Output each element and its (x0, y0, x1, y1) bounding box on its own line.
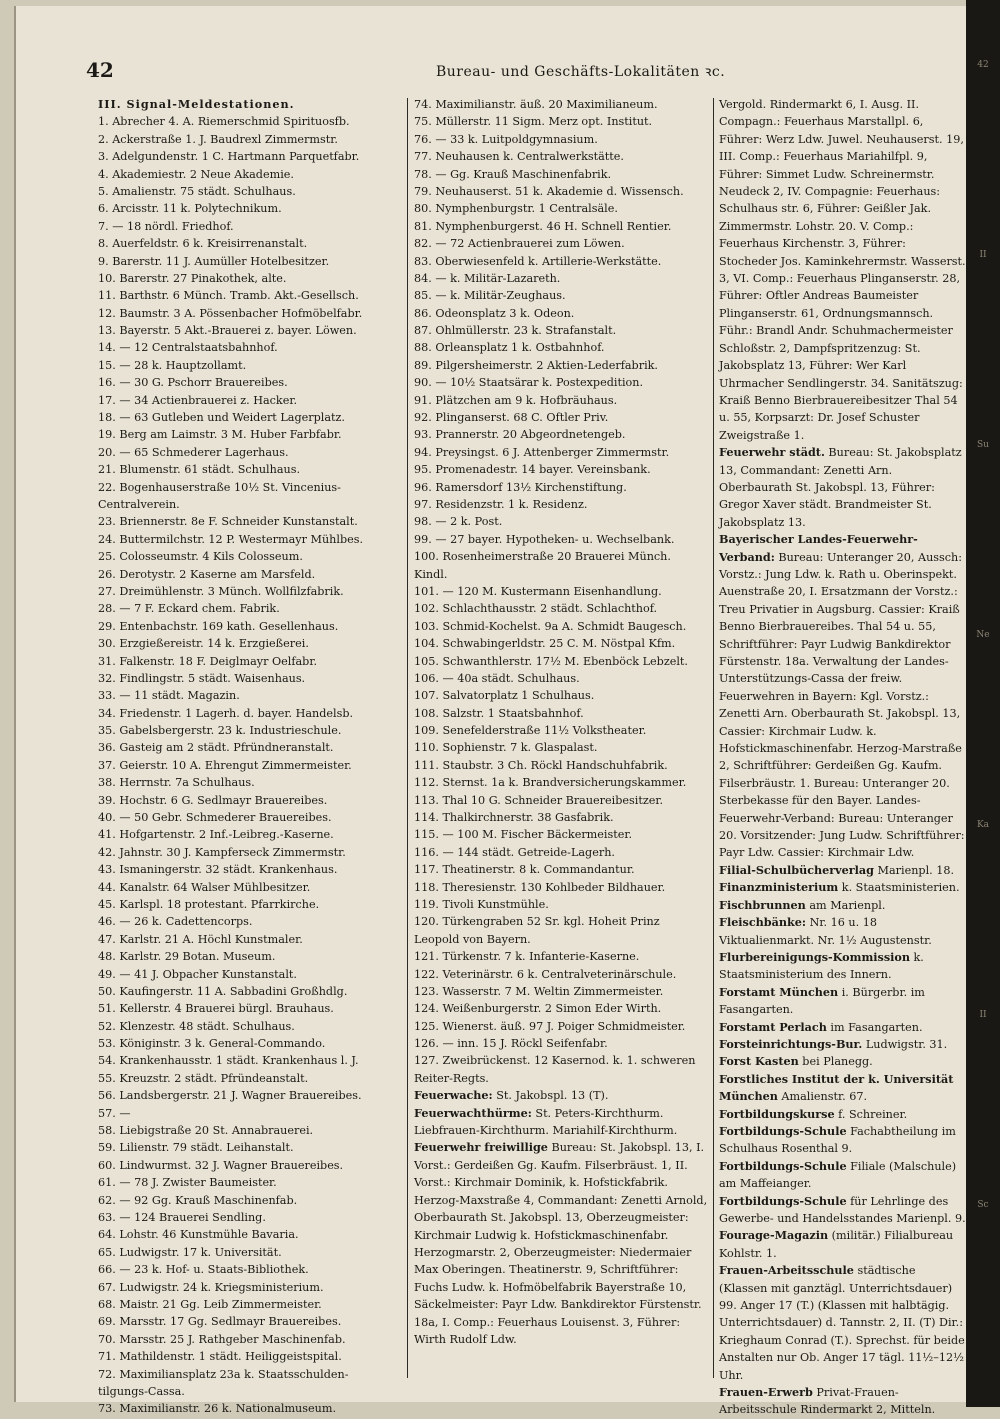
entry-text: Bureau: St. Jakobspl. 13, I. Vorst.: Gerdeißen Gg. Kaufm. Filserbräust. 1, II. Vorst.: Kirchmair Dominik, k. Hofstickfabrik. Herzog-Maxstraße 4, Commandant: Zenetti Arnold, Oberbaurath St. Jakobspl. 13, Oberzeugmeister: Kirchmair Ludwig k. Hofstickmaschinenfabr. Herzogmarstr. 2, Oberzeugmeister: Niedermaier Max Oberingen. Theatinerstr. 9, Schriftführer: Fuchs Ludw. k. Hofmöbelfabrik Bayerstraße 10, Säckelmeister: Payr Ldw. Bankdirektor Fürstenstr. 18a, I. Comp.: Feuerhaus Louisenst. 3, Führer: Wirth Rudolf Ldw. (414, 1141, 708, 1346)
entry-keyword: Filial-Schulbücherverlag (719, 862, 874, 877)
directory-entry (719, 879, 967, 896)
spine-fragment: II (979, 1010, 987, 1020)
entry-text: k. Staatsministerien. (838, 881, 960, 895)
directory-entry (719, 862, 967, 879)
list-item: 42. Jahnstr. 30 J. Kampferseck Zimmermstr. (98, 845, 346, 859)
entry-text: am Marienpl. (805, 898, 886, 912)
list-item: 113. Thal 10 G. Schneider Brauereibesitzer. (414, 793, 664, 807)
list-item: 114. Thalkirchnerstr. 38 Gasfabrik. (414, 811, 614, 825)
list-item: 109. Senefelderstraße 11½ Volkstheater. (414, 724, 647, 738)
list-item: 48. Karlstr. 29 Botan. Museum. (98, 950, 276, 964)
directory-entry (719, 897, 967, 914)
list-item: 115. — 100 M. Fischer Bäckermeister. (414, 828, 633, 842)
entry-keyword: Fourage-Magazin (719, 1228, 829, 1243)
list-item: 71. Mathildenstr. 1 städt. Heiliggeistspital. (98, 1350, 342, 1364)
list-item: 7. — 18 nördl. Friedhof. (98, 219, 234, 233)
list-item: 79. Neuhauserst. 51 k. Akademie d. Wissensch. (414, 184, 684, 198)
list-item: 43. Ismaningerstr. 32 städt. Krankenhaus. (98, 863, 338, 877)
list-item: 18. — 63 Gutleben und Weidert Lagerplatz. (98, 411, 345, 425)
list-item: 98. — 2 k. Post. (414, 515, 503, 529)
directory-entry (719, 1053, 967, 1070)
entry-keyword: Feuerwehr freiwillige (414, 1140, 548, 1155)
list-item: 39. Hochstr. 6 G. Sedlmayr Brauereibes. (98, 793, 328, 807)
list-item: 47. Karlstr. 21 A. Höchl Kunstmaler. (98, 932, 303, 946)
list-item: 99. — 27 bayer. Hypotheken- u. Wechselbank. (414, 532, 675, 546)
list-item: 16. — 30 G. Pschorr Brauereibes. (98, 376, 288, 390)
section-heading: III. Signal-Meldestationen. (98, 97, 295, 111)
list-item: 119. Tivoli Kunstmühle. (414, 897, 549, 911)
list-item: 58. Liebigstraße 20 St. Annabrauerei. (98, 1124, 314, 1138)
list-item: 13. Bayerstr. 5 Akt.-Brauerei z. bayer. Löwen. (98, 324, 357, 338)
list-item: 49. — 41 J. Obpacher Kunstanstalt. (98, 967, 297, 981)
entry-text: bei Planegg. (798, 1055, 873, 1069)
list-item: 123. Wasserstr. 7 M. Weltin Zimmermeister. (414, 984, 664, 998)
list-item: 111. Staubstr. 3 Ch. Röckl Handschuhfabrik. (414, 758, 668, 772)
book-spine (966, 0, 1000, 1407)
list-item: 44. Kanalstr. 64 Walser Mühlbesitzer. (98, 880, 311, 894)
entry-keyword: Feuerwehr städt. (719, 445, 825, 460)
entry-keyword: Fortbildungs-Schule (719, 1123, 847, 1138)
list-item: 94. Preysingst. 6 J. Attenberger Zimmermstr. (414, 445, 670, 459)
list-item: 110. Sophienstr. 7 k. Glaspalast. (414, 741, 598, 755)
list-item: 78. — Gg. Krauß Maschinenfabrik. (414, 167, 612, 181)
list-item: 66. — 23 k. Hof- u. Staats-Bibliothek. (98, 1263, 309, 1277)
list-item: 25. Colosseumstr. 4 Kils Colosseum. (98, 550, 303, 564)
entry-keyword: Frauen-Erwerb (719, 1385, 813, 1400)
entry-text: f. Schreiner. (834, 1107, 908, 1121)
list-item: 4. Akademiestr. 2 Neue Akademie. (98, 167, 294, 181)
entry-text: städtische (Klassen mit ganztägl. Unterrichtsdauer) 99. Anger 17 (T.) (Klassen mit halbtägig. Unterrichtsdauer) d. Tannstr. 2, II. (T) Dir.: Krieghaum Conrad (T.). Sprechst. für beide Anstalten nur Ob. Anger 17 tägl. 11½–12½ Uhr. (719, 1264, 965, 1382)
entry-keyword: Forstliches Institut der k. Universität München (719, 1071, 954, 1104)
directory-entry (414, 1087, 709, 1104)
entry-text: Bureau: St. Jakobsplatz 13, Commandant: Zenetti Arn. Oberbaurath St. Jakobspl. 13, Führer: Gregor Xaver städt. Brandmeister St. Jakobsplatz 13. (719, 446, 962, 529)
list-item: 54. Krankenhausstr. 1 städt. Krankenhaus l. J. (98, 1054, 359, 1068)
station-list-continued (414, 96, 709, 1087)
directory-entry (719, 444, 967, 531)
entry-keyword: Fischbrunnen (719, 897, 806, 912)
list-item: 125. Wienerst. äuß. 97 J. Poiger Schmidmeister. (414, 1019, 686, 1033)
list-item: 81. Nymphenburgerst. 46 H. Schnell Rentier. (414, 219, 672, 233)
entry-keyword: Feuerwachthürme: (414, 1105, 532, 1120)
directory-entry (719, 1036, 967, 1053)
list-item: 118. Theresienstr. 130 Kohlbeder Bildhauer. (414, 880, 666, 894)
list-item: 37. Geierstr. 10 A. Ehrengut Zimmermeister. (98, 758, 352, 772)
entry-text: Ludwigstr. 31. (862, 1037, 948, 1051)
list-item: 107. Salvatorplatz 1 Schulhaus. (414, 689, 595, 703)
entry-text: Marienpl. 18. (874, 863, 955, 877)
directory-entry (719, 1123, 967, 1158)
entry-keyword: Finanzministerium (719, 880, 839, 895)
list-item: 38. Herrnstr. 7a Schulhaus. (98, 776, 255, 790)
entry-keyword: Bayerischer Landes-Feuerwehr-Verband: (719, 532, 918, 564)
list-item: 31. Falkenstr. 18 F. Deiglmayr Oelfabr. (98, 654, 318, 668)
list-item: 1. Abrecher 4. A. Riemerschmid Spirituosfb. (98, 115, 350, 129)
list-item: 70. Marsstr. 25 J. Rathgeber Maschinenfab. (98, 1332, 346, 1346)
list-item: 20. — 65 Schmederer Lagerhaus. (98, 445, 289, 459)
document-page (14, 6, 966, 1417)
list-item: 112. Sternst. 1a k. Brandversicherungskammer. (414, 776, 687, 790)
directory-entry (414, 1139, 709, 1348)
list-item: 117. Theatinerstr. 8 k. Commandantur. (414, 863, 635, 877)
list-item: 97. Residenzstr. 1 k. Residenz. (414, 497, 588, 511)
entry-keyword: Forstamt München (719, 984, 839, 999)
list-item: 56. Landsbergerstr. 21 J. Wagner Brauereibes. (98, 1089, 362, 1103)
list-item: 67. Ludwigstr. 24 k. Kriegsministerium. (98, 1280, 324, 1294)
list-item: 17. — 34 Actienbrauerei z. Hacker. (98, 393, 298, 407)
list-item: 124. Weißenburgerstr. 2 Simon Eder Wirth. (414, 1002, 662, 1016)
list-item: 26. Derotystr. 2 Kaserne am Marsfeld. (98, 567, 316, 581)
entry-text: Nr. 16 u. 18 Viktualienmarkt. Nr. 1½ Augustenstr. (719, 916, 932, 947)
list-item: 57. — (98, 1106, 131, 1120)
directory-entry (719, 1384, 967, 1419)
list-item: 11. Barthstr. 6 Münch. Tramb. Akt.-Gesellsch. (98, 289, 359, 303)
list-item: 40. — 50 Gebr. Schmederer Brauereibes. (98, 811, 332, 825)
list-item: 30. Erzgießereistr. 14 k. Erzgießerei. (98, 637, 309, 651)
list-item: 22. Bogenhauserstraße 10½ St. Vincenius- (98, 480, 341, 494)
entry-keyword: Forsteinrichtungs-Bur. (719, 1036, 863, 1051)
list-item: 120. Türkengraben 52 Sr. kgl. Hoheit Prinz (414, 915, 660, 929)
list-item: 92. Plinganserst. 68 C. Oftler Priv. (414, 411, 609, 425)
list-item: 101. — 120 M. Kustermann Eisenhandlung. (414, 584, 662, 598)
directory-entry (414, 1105, 709, 1140)
list-item: 29. Entenbachstr. 169 kath. Gesellenhaus. (98, 619, 339, 633)
list-item: 10. Barerstr. 27 Pinakothek, alte. (98, 271, 287, 285)
list-item: 102. Schlachthausstr. 2 städt. Schlachthof. (414, 602, 658, 616)
list-item: 85. — k. Militär-Zeughaus. (414, 289, 566, 303)
list-item: 28. — 7 F. Eckard chem. Fabrik. (98, 602, 280, 616)
list-item: 83. Oberwiesenfeld k. Artillerie-Werkstätte. (414, 254, 662, 268)
entry-text: i. Bürgerbr. im Fasangarten. (719, 985, 925, 1017)
list-item: 6. Arcisstr. 11 k. Polytechnikum. (98, 202, 282, 216)
list-item: 84. — k. Militär-Lazareth. (414, 271, 561, 285)
list-item: 14. — 12 Centralstaatsbahnhof. (98, 341, 278, 355)
list-item: 12. Baumstr. 3 A. Pössenbacher Hofmöbelfabr. (98, 306, 363, 320)
entry-keyword: Fortbildungs-Schule (719, 1158, 847, 1173)
directory-entry (719, 1227, 967, 1262)
directory-entries (719, 96, 967, 1419)
list-item: 121. Türkenstr. 7 k. Infanterie-Kaserne. (414, 950, 640, 964)
column-directory-entries (719, 96, 967, 1417)
list-item: Reiter-Regts. (414, 1071, 489, 1085)
list-item: 8. Auerfeldstr. 6 k. Kreisirrenanstalt. (98, 237, 308, 251)
running-title: Bureau- und Geschäfts-Lokalitäten ꝛc. (436, 64, 726, 80)
list-item: 59. Lilienstr. 79 städt. Leihanstalt. (98, 1141, 294, 1155)
list-item: 35. Gabelsbergerstr. 23 k. Industrieschule. (98, 724, 342, 738)
list-item: 34. Friedenstr. 1 Lagerh. d. bayer. Handelsb. (98, 706, 354, 720)
list-item: 33. — 11 städt. Magazin. (98, 689, 240, 703)
list-item: 68. Maistr. 21 Gg. Leib Zimmermeister. (98, 1297, 322, 1311)
list-item: 9. Barerstr. 11 J. Aumüller Hotelbesitzer. (98, 254, 330, 268)
list-item: 91. Plätzchen am 9 k. Hofbräuhaus. (414, 393, 618, 407)
list-item: 106. — 40a städt. Schulhaus. (414, 671, 580, 685)
entry-keyword: Flurbereinigungs-Kommission (719, 949, 910, 964)
entry-text: Privat-Frauen-Arbeitsschule Rindermarkt 2, Mitteln. (719, 1386, 936, 1417)
entry-keyword: Fleischbänke: (719, 915, 807, 930)
entry-text: St. Peters-Kirchthurm. Liebfrauen-Kirchthurm. Mariahilf-Kirchthurm. (414, 1106, 678, 1138)
column-rule-left (407, 98, 408, 1378)
list-item: 46. — 26 k. Cadettencorps. (98, 915, 253, 929)
entry-text: Amalienstr. 67. (777, 1090, 868, 1104)
list-item: 77. Neuhausen k. Centralwerkstätte. (414, 150, 624, 164)
list-item: 96. Ramersdorf 13½ Kirchenstiftung. (414, 480, 627, 494)
directory-entry (719, 984, 967, 1019)
directory-entry (719, 949, 967, 984)
list-item: 104. Schwabingerldstr. 25 C. M. Nöstpal Kfm. (414, 637, 676, 651)
spine-fragment: 42 (977, 60, 989, 70)
list-item: 52. Klenzestr. 48 städt. Schulhaus. (98, 1019, 295, 1033)
list-item: 51. Kellerstr. 4 Brauerei bürgl. Brauhaus. (98, 1002, 334, 1016)
list-item: 5. Amalienstr. 75 städt. Schulhaus. (98, 184, 296, 198)
list-item: 72. Maximiliansplatz 23a k. Staatsschulden- (98, 1367, 349, 1381)
list-item: 36. Gasteig am 2 städt. Pfründneranstalt. (98, 741, 334, 755)
directory-entry (719, 96, 967, 444)
directory-entry (719, 1193, 967, 1228)
list-item: 2. Ackerstraße 1. J. Baudrexl Zimmermstr. (98, 132, 338, 146)
list-item: 95. Promenadestr. 14 bayer. Vereinsbank. (414, 463, 651, 477)
list-item: 73. Maximilianstr. 26 k. Nationalmuseum. (98, 1402, 336, 1416)
directory-entry (719, 1106, 967, 1123)
entry-text: Vergold. Rindermarkt 6, I. Ausg. II. Compagn.: Feuerhaus Marstallpl. 6, Führer: Werz Ldw. Juwel. Neuhauserst. 19, III. Comp.: Feuerhaus Mariahilfpl. 9, Führer: Simmet Ludw. Schreinermstr. Neudeck 2, IV. Compagnie: Feuerhaus: Schulhaus str. 6, Führer: Geißler Jak. Zimmermstr. Lohstr. 20. V. Comp.: Feuerhaus Kirchenstr. 3, Führer: Stocheder Jos. Kaminkehrermstr. Wasserst. 3, VI. Comp.: Feuerhaus Plinganserstr. 28, Führer: Oftler Andreas Baumeister Plinganserstr. 61, Ordnungsmannsch. Führ.: Brandl Andr. Schuhmachermeister Schloßstr. 2, Dampfspritzenzug: St. Jakobsplatz 13, Führer: Wer Karl Uhrmacher Sendlingerstr. 34. Sanitätszug: Kraiß Benno Bierbrauereibesitzer Thal 54 u. 55, Korpsarzt: Dr. Josef Schuster Zweigstraße 1. (719, 98, 966, 442)
list-item: 122. Veterinärstr. 6 k. Centralveterinärschule. (414, 967, 677, 981)
list-item: 76. — 33 k. Luitpoldgymnasium. (414, 132, 598, 146)
list-item: 60. Lindwurmst. 32 J. Wagner Brauereibes. (98, 1158, 344, 1172)
directory-entry (719, 531, 967, 862)
list-item: 87. Ohlmüllerstr. 23 k. Strafanstalt. (414, 324, 617, 338)
list-item: 15. — 28 k. Hauptzollamt. (98, 358, 247, 372)
directory-entry (719, 1262, 967, 1384)
list-item: tilgungs-Cassa. (98, 1384, 185, 1398)
entry-text: Fachabtheilung im Schulhaus Rosenthal 9. (719, 1124, 956, 1156)
list-item: 41. Hofgartenstr. 2 Inf.-Leibreg.-Kaserne. (98, 828, 334, 842)
list-item: 126. — inn. 15 J. Röckl Seifenfabr. (414, 1037, 608, 1051)
list-item: 19. Berg am Laimstr. 3 M. Huber Farbfabr. (98, 428, 342, 442)
column-signal-stations (98, 96, 403, 1416)
list-item: 63. — 124 Brauerei Sendling. (98, 1211, 266, 1224)
list-item: 27. Dreimühlenstr. 3 Münch. Wollfilzfabrik. (98, 584, 344, 598)
list-item: 45. Karlspl. 18 protestant. Pfarrkirche. (98, 897, 320, 911)
page-number: 42 (86, 58, 114, 82)
list-item: Centralverein. (98, 497, 180, 511)
entry-text: (militär.) Filialbureau Kohlstr. 1. (719, 1229, 954, 1260)
list-item: 105. Schwanthlerstr. 17½ M. Ebenböck Lebzelt. (414, 654, 688, 668)
list-item: 82. — 72 Actienbrauerei zum Löwen. (414, 237, 625, 251)
list-item: 80. Nymphenburgstr. 1 Centralsäle. (414, 202, 618, 216)
page-header (86, 58, 966, 88)
station-list (98, 113, 403, 1417)
list-item: 62. — 92 Gg. Krauß Maschinenfab. (98, 1193, 298, 1207)
column-stations-continued (414, 96, 709, 1386)
list-item: Kindl. (414, 567, 448, 581)
list-item: 75. Müllerstr. 11 Sigm. Merz opt. Institut. (414, 115, 653, 129)
list-item: 108. Salzstr. 1 Staatsbahnhof. (414, 706, 584, 720)
list-item: 100. Rosenheimerstraße 20 Brauerei Münch. (414, 550, 671, 564)
directory-entry (719, 914, 967, 949)
column-rule-right (713, 98, 714, 1378)
entry-text: Bureau: Unteranger 20, Aussch: Vorstz.: Jung Ldw. k. Rath u. Oberinspekt. Auenstraße 20, I. Ersatzmann der Vorstz.: Treu Privatier in Augsburg. Cassier: Kraiß Benno Bierbrauereibes. Thal 54 u. 55, Schriftführer: Payr Ludwig Bankdirektor Fürstenstr. 18a. Verwaltung der Landes-Unterstützungs-Cassa der freiw. Feuerwehren in Bayern: Kgl. Vorstz.: Zenetti Arn. Oberbaurath St. Jakobspl. 13, Cassier: Kirchmair Ludw. k. Hofstickmaschinenfabr. Herzog-Marstraße 2, Schriftführer: Gerdeißen Gg. Kaufm. Filserbräustr. 1. Bureau: Unteranger 20. Sterbekasse für den Bayer. Landes-Feuerwehr-Verband: Bureau: Unteranger 20. Vorsitzender: Jung Ludw. Schriftführer: Payr Ldw. Cassier: Kirchmair Ldw. (719, 550, 965, 860)
entry-text: k. Staatsministerium des Innern. (719, 950, 924, 982)
spine-fragment: Ne (976, 630, 990, 640)
spine-fragment: Ka (976, 820, 990, 830)
directory-entry (719, 1158, 967, 1193)
list-item: Leopold von Bayern. (414, 932, 531, 946)
entry-keyword: Fortbildungs-Schule (719, 1193, 847, 1208)
spine-fragment: Sc (977, 1200, 989, 1210)
list-item: 61. — 78 J. Zwister Baumeister. (98, 1176, 277, 1190)
directory-entry (719, 1071, 967, 1106)
list-item: 74. Maximilianstr. äuß. 20 Maximilianeum. (414, 98, 658, 111)
list-item: 103. Schmid-Kochelst. 9a A. Schmidt Baugesch. (414, 619, 687, 633)
fire-service-entries (414, 1087, 709, 1348)
list-item: 55. Kreuzstr. 2 städt. Pfründeanstalt. (98, 1071, 309, 1085)
entry-keyword: Frauen-Arbeitsschule (719, 1263, 854, 1278)
entry-keyword: Forst Kasten (719, 1054, 799, 1069)
list-item: 116. — 144 städt. Getreide-Lagerh. (414, 845, 615, 859)
entry-keyword: Feuerwache: (414, 1088, 493, 1103)
list-item: 93. Prannerstr. 20 Abgeordnetengeb. (414, 428, 626, 442)
entry-text: im Fasangarten. (826, 1020, 923, 1034)
list-item: 65. Ludwigstr. 17 k. Universität. (98, 1245, 282, 1259)
entry-keyword: Forstamt Perlach (719, 1019, 827, 1034)
list-item: 24. Buttermilchstr. 12 P. Westermayr Mühlbes. (98, 532, 364, 546)
list-item: 90. — 10½ Staatsärar k. Postexpedition. (414, 376, 644, 390)
entry-text: Filiale (Malschule) am Maffeianger. (719, 1159, 957, 1191)
list-item: 23. Briennerstr. 8e F. Schneider Kunstanstalt. (98, 515, 358, 529)
spine-fragment: Su (977, 440, 989, 450)
list-item: 21. Blumenstr. 61 städt. Schulhaus. (98, 463, 301, 477)
spine-fragment: II (979, 250, 987, 260)
list-item: 69. Marsstr. 17 Gg. Sedlmayr Brauereibes. (98, 1315, 342, 1329)
list-item: 88. Orleansplatz 1 k. Ostbahnhof. (414, 341, 605, 355)
list-item: 32. Findlingstr. 5 städt. Waisenhaus. (98, 671, 306, 685)
list-item: 86. Odeonsplatz 3 k. Odeon. (414, 306, 575, 320)
list-item: 64. Lohstr. 46 Kunstmühle Bavaria. (98, 1228, 299, 1242)
list-item: 53. Königinstr. 3 k. General-Commando. (98, 1037, 326, 1051)
directory-entry (719, 1019, 967, 1036)
list-item: 3. Adelgundenstr. 1 C. Hartmann Parquetfabr. (98, 150, 360, 164)
list-item: 50. Kaufingerstr. 11 A. Sabbadini Großhdlg. (98, 984, 348, 998)
list-item: 89. Pilgersheimerstr. 2 Aktien-Lederfabrik. (414, 358, 658, 372)
entry-keyword: Fortbildungskurse (719, 1106, 835, 1121)
entry-text: für Lehrlinge des Gewerbe- und Handelsstandes Marienpl. 9. (719, 1194, 966, 1225)
entry-text: St. Jakobspl. 13 (T). (492, 1089, 609, 1103)
list-item: 127. Zweibrückenst. 12 Kasernod. k. 1. schweren (414, 1054, 696, 1068)
